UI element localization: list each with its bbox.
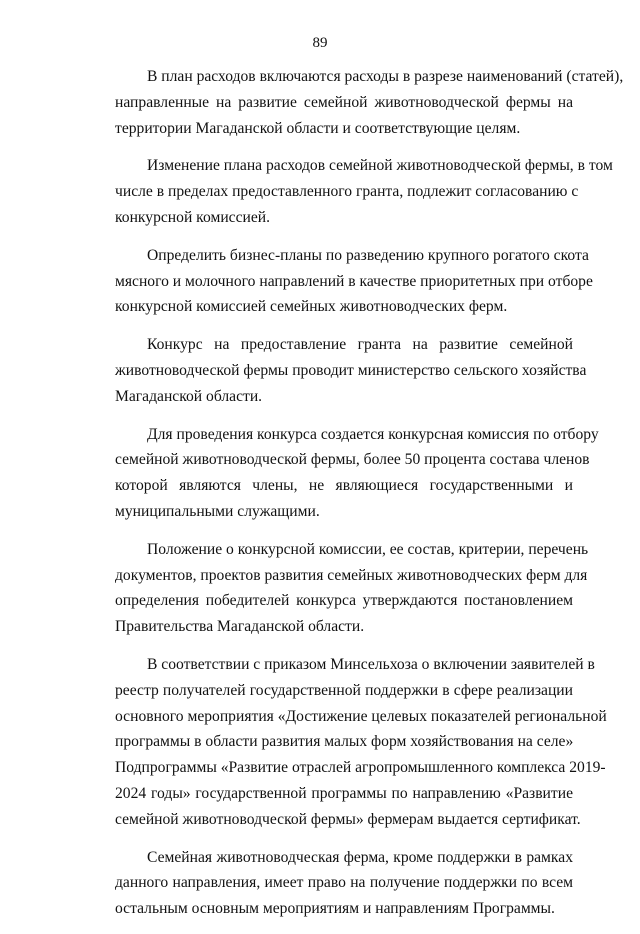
text-line: Для проведения конкурса создается конкурсная комиссия по отбору	[147, 425, 599, 443]
text-line: остальным основным мероприятиям и направлениям Программы.	[115, 900, 555, 918]
text-line: документов, проектов развития семейных животноводческих ферм для	[115, 566, 588, 584]
text-line: Определить бизнес-планы по разведению крупного рогатого скота	[147, 246, 589, 264]
text-line: определения победителей конкурса утверждаются постановлением	[115, 592, 573, 610]
text-line: Семейная животноводческая ферма, кроме поддержки в рамках	[147, 848, 573, 866]
text-line: программы в области развития малых форм хозяйствования на селе»	[115, 733, 574, 751]
text-line: Положение о конкурсной комиссии, ее состав, критерии, перечень	[147, 540, 589, 558]
paragraph	[115, 332, 587, 409]
paragraph	[115, 422, 599, 525]
paragraph	[115, 64, 624, 141]
text-line: данного направления, имеет право на получение поддержки по всем	[115, 874, 573, 892]
text-line: муниципальными служащими.	[115, 502, 320, 520]
text-line: семейной животноводческой фермы» фермерам выдается сертификат.	[115, 810, 581, 828]
text-line: Магаданской области.	[115, 387, 263, 405]
paragraph	[115, 243, 593, 320]
text-line: направленные на развитие семейной животноводческой фермы на	[115, 93, 573, 111]
text-line: конкурсной комиссией семейных животноводческих ферм.	[115, 298, 508, 316]
text-line: В план расходов включаются расходы в разрезе наименований (статей),	[147, 68, 624, 85]
text-line: семейной животноводческой фермы, более 50 процента состава членов	[115, 451, 590, 469]
text-line: животноводческой фермы проводит министерство сельского хозяйства	[115, 361, 587, 379]
text-line: числе в пределах предоставленного гранта, подлежит согласованию с	[115, 183, 579, 201]
paragraph	[115, 652, 607, 833]
paragraph	[115, 537, 589, 640]
paragraph	[115, 153, 613, 230]
text-line: которой являются члены, не являющиеся государственными и	[115, 477, 573, 495]
text-line: территории Магаданской области и соответствующие целям.	[115, 119, 521, 137]
text-line: Подпрограммы «Развитие отраслей агропромышленного комплекса 2019-	[115, 759, 606, 777]
text-line: Правительства Магаданской области.	[115, 618, 365, 636]
text-line: мясного и молочного направлений в качестве приоритетных при отборе	[115, 272, 593, 290]
page-number: 89	[312, 35, 328, 51]
text-line: 2024 годы» государственной программы по направлению «Развитие	[115, 784, 573, 802]
text-line: Конкурс на предоставление гранта на развитие семейной	[147, 336, 573, 354]
document-body	[115, 64, 624, 934]
text-line: В соответствии с приказом Минсельхоза о включении заявителей в	[147, 655, 595, 673]
text-line: реестр получателей государственной поддержки в сфере реализации	[115, 681, 573, 699]
text-line: конкурсной комиссией.	[115, 208, 271, 226]
text-line: основного мероприятия «Достижение целевых показателей региональной	[115, 707, 607, 725]
paragraph	[115, 845, 573, 922]
text-line: Изменение плана расходов семейной животноводческой фермы, в том	[147, 157, 613, 175]
